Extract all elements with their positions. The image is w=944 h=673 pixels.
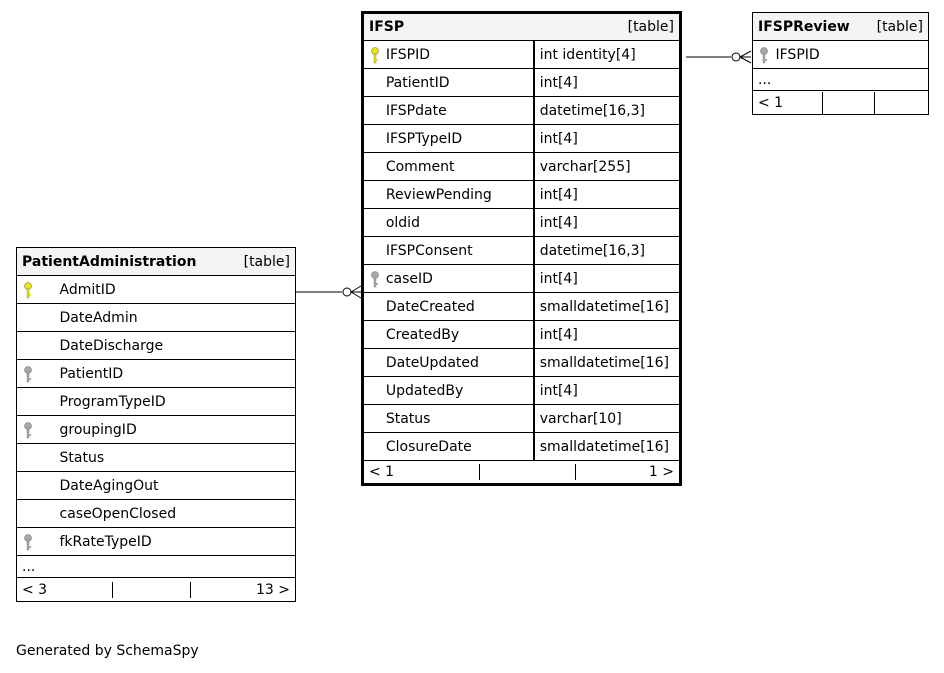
key-cell xyxy=(17,276,55,304)
column-row[interactable] xyxy=(363,125,681,153)
column-row[interactable] xyxy=(17,304,296,332)
column-name[interactable]: ReviewPending xyxy=(381,181,534,209)
column-name[interactable]: Status xyxy=(55,444,296,472)
foreign-key-icon xyxy=(23,421,33,439)
column-name[interactable]: oldid xyxy=(381,209,534,237)
column-row[interactable] xyxy=(17,528,296,556)
footer-middle xyxy=(113,582,191,598)
column-type: smalldatetime[16] xyxy=(534,349,681,377)
key-cell xyxy=(363,97,381,125)
children-count[interactable]: 1 > xyxy=(648,464,674,480)
children-count[interactable]: 13 > xyxy=(256,581,290,598)
key-cell xyxy=(363,293,381,321)
table-name[interactable]: IFSP xyxy=(369,19,405,35)
key-cell xyxy=(17,472,55,500)
key-cell xyxy=(17,416,55,444)
key-cell xyxy=(363,237,381,265)
column-name[interactable]: caseOpenClosed xyxy=(55,500,296,528)
foreign-key-icon xyxy=(370,270,380,288)
column-name[interactable]: PatientID xyxy=(381,69,534,97)
key-cell xyxy=(363,181,381,209)
column-type: int[4] xyxy=(534,69,681,97)
key-cell xyxy=(363,405,381,433)
foreign-key-icon xyxy=(759,46,769,64)
column-type: varchar[255] xyxy=(534,153,681,181)
more-columns: ... xyxy=(17,556,296,578)
table-header[interactable] xyxy=(753,13,929,41)
key-cell xyxy=(17,332,55,360)
table-header[interactable] xyxy=(17,248,296,276)
column-type: int identity[4] xyxy=(534,41,681,69)
generated-by-text[interactable]: Generated by SchemaSpy xyxy=(16,643,199,659)
column-row[interactable] xyxy=(17,332,296,360)
table-header[interactable] xyxy=(363,13,681,41)
parents-count[interactable]: < 1 xyxy=(753,92,823,114)
column-name[interactable]: IFSPID xyxy=(381,41,534,69)
column-row[interactable] xyxy=(17,416,296,444)
column-row[interactable] xyxy=(363,237,681,265)
column-row[interactable] xyxy=(363,349,681,377)
footer-middle xyxy=(480,464,576,480)
table-footer xyxy=(753,91,929,115)
column-row[interactable] xyxy=(17,444,296,472)
column-name[interactable]: CreatedBy xyxy=(381,321,534,349)
primary-key-icon xyxy=(370,46,380,64)
key-cell xyxy=(363,349,381,377)
column-type: datetime[16,3] xyxy=(534,97,681,125)
column-name[interactable]: IFSPdate xyxy=(381,97,534,125)
column-type: int[4] xyxy=(534,377,681,405)
column-row[interactable] xyxy=(17,472,296,500)
column-name[interactable]: ProgramTypeID xyxy=(55,388,296,416)
column-row[interactable] xyxy=(363,41,681,69)
key-cell xyxy=(17,444,55,472)
parents-count[interactable]: < 1 xyxy=(364,464,480,480)
key-cell xyxy=(363,433,381,461)
more-columns: ... xyxy=(753,69,929,91)
column-row[interactable] xyxy=(363,377,681,405)
column-row[interactable] xyxy=(17,500,296,528)
column-type: int[4] xyxy=(534,265,681,293)
primary-key-icon xyxy=(23,281,33,299)
key-cell xyxy=(17,528,55,556)
key-cell xyxy=(17,360,55,388)
column-name[interactable]: IFSPConsent xyxy=(381,237,534,265)
column-row[interactable] xyxy=(363,153,681,181)
column-name[interactable]: DateDischarge xyxy=(55,332,296,360)
crowfoot-marker xyxy=(351,286,361,298)
column-type: smalldatetime[16] xyxy=(534,293,681,321)
link-optional-marker xyxy=(732,53,740,61)
column-type: int[4] xyxy=(534,125,681,153)
key-cell xyxy=(17,304,55,332)
column-type: int[4] xyxy=(534,181,681,209)
column-type: smalldatetime[16] xyxy=(534,433,681,461)
key-cell xyxy=(363,153,381,181)
column-row[interactable] xyxy=(363,97,681,125)
table-tag: [table] xyxy=(627,19,674,35)
key-cell xyxy=(363,41,381,69)
column-name[interactable]: Status xyxy=(381,405,534,433)
key-cell xyxy=(363,265,381,293)
foreign-key-icon xyxy=(23,365,33,383)
table-tag: [table] xyxy=(243,253,290,270)
column-row[interactable] xyxy=(363,405,681,433)
table-patientadministration[interactable] xyxy=(16,247,296,602)
crowfoot-marker xyxy=(740,51,751,63)
column-row[interactable] xyxy=(753,41,929,69)
key-cell xyxy=(363,377,381,405)
column-row[interactable] xyxy=(17,388,296,416)
table-name[interactable]: IFSPReview xyxy=(758,18,850,35)
column-row[interactable] xyxy=(17,276,296,304)
foreign-key-icon xyxy=(23,533,33,551)
column-name[interactable]: Comment xyxy=(381,153,534,181)
column-row[interactable] xyxy=(363,181,681,209)
column-name[interactable]: DateUpdated xyxy=(381,349,534,377)
key-cell xyxy=(753,41,771,69)
link-optional-marker xyxy=(343,288,351,296)
column-row[interactable] xyxy=(363,69,681,97)
column-type: int[4] xyxy=(534,209,681,237)
column-name[interactable]: groupingID xyxy=(55,416,296,444)
column-name[interactable]: AdmitID xyxy=(55,276,296,304)
table-ifspreview[interactable] xyxy=(752,12,929,115)
column-row[interactable] xyxy=(17,360,296,388)
column-row[interactable] xyxy=(363,293,681,321)
table-footer xyxy=(17,578,296,602)
column-name[interactable]: IFSPTypeID xyxy=(381,125,534,153)
column-name[interactable]: DateAgingOut xyxy=(55,472,296,500)
key-cell xyxy=(17,388,55,416)
column-row[interactable] xyxy=(363,433,681,461)
column-row[interactable] xyxy=(363,265,681,293)
key-cell xyxy=(363,321,381,349)
table-name[interactable]: PatientAdministration xyxy=(22,253,197,270)
column-name[interactable]: caseID xyxy=(381,265,534,293)
column-type: datetime[16,3] xyxy=(534,237,681,265)
column-name[interactable]: UpdatedBy xyxy=(381,377,534,405)
column-name[interactable]: DateCreated xyxy=(381,293,534,321)
column-name[interactable]: IFSPID xyxy=(771,41,929,69)
column-row[interactable] xyxy=(363,209,681,237)
key-cell xyxy=(363,209,381,237)
key-cell xyxy=(17,500,55,528)
table-ifsp[interactable] xyxy=(361,11,682,486)
parents-count[interactable]: < 3 xyxy=(17,582,113,598)
column-name[interactable]: DateAdmin xyxy=(55,304,296,332)
column-type: varchar[10] xyxy=(534,405,681,433)
column-name[interactable]: fkRateTypeID xyxy=(55,528,296,556)
key-cell xyxy=(363,125,381,153)
column-name[interactable]: ClosureDate xyxy=(381,433,534,461)
table-footer xyxy=(363,461,681,485)
column-name[interactable]: PatientID xyxy=(55,360,296,388)
footer-middle xyxy=(823,92,875,114)
column-type: int[4] xyxy=(534,321,681,349)
table-tag: [table] xyxy=(876,18,923,35)
key-cell xyxy=(363,69,381,97)
column-row[interactable] xyxy=(363,321,681,349)
